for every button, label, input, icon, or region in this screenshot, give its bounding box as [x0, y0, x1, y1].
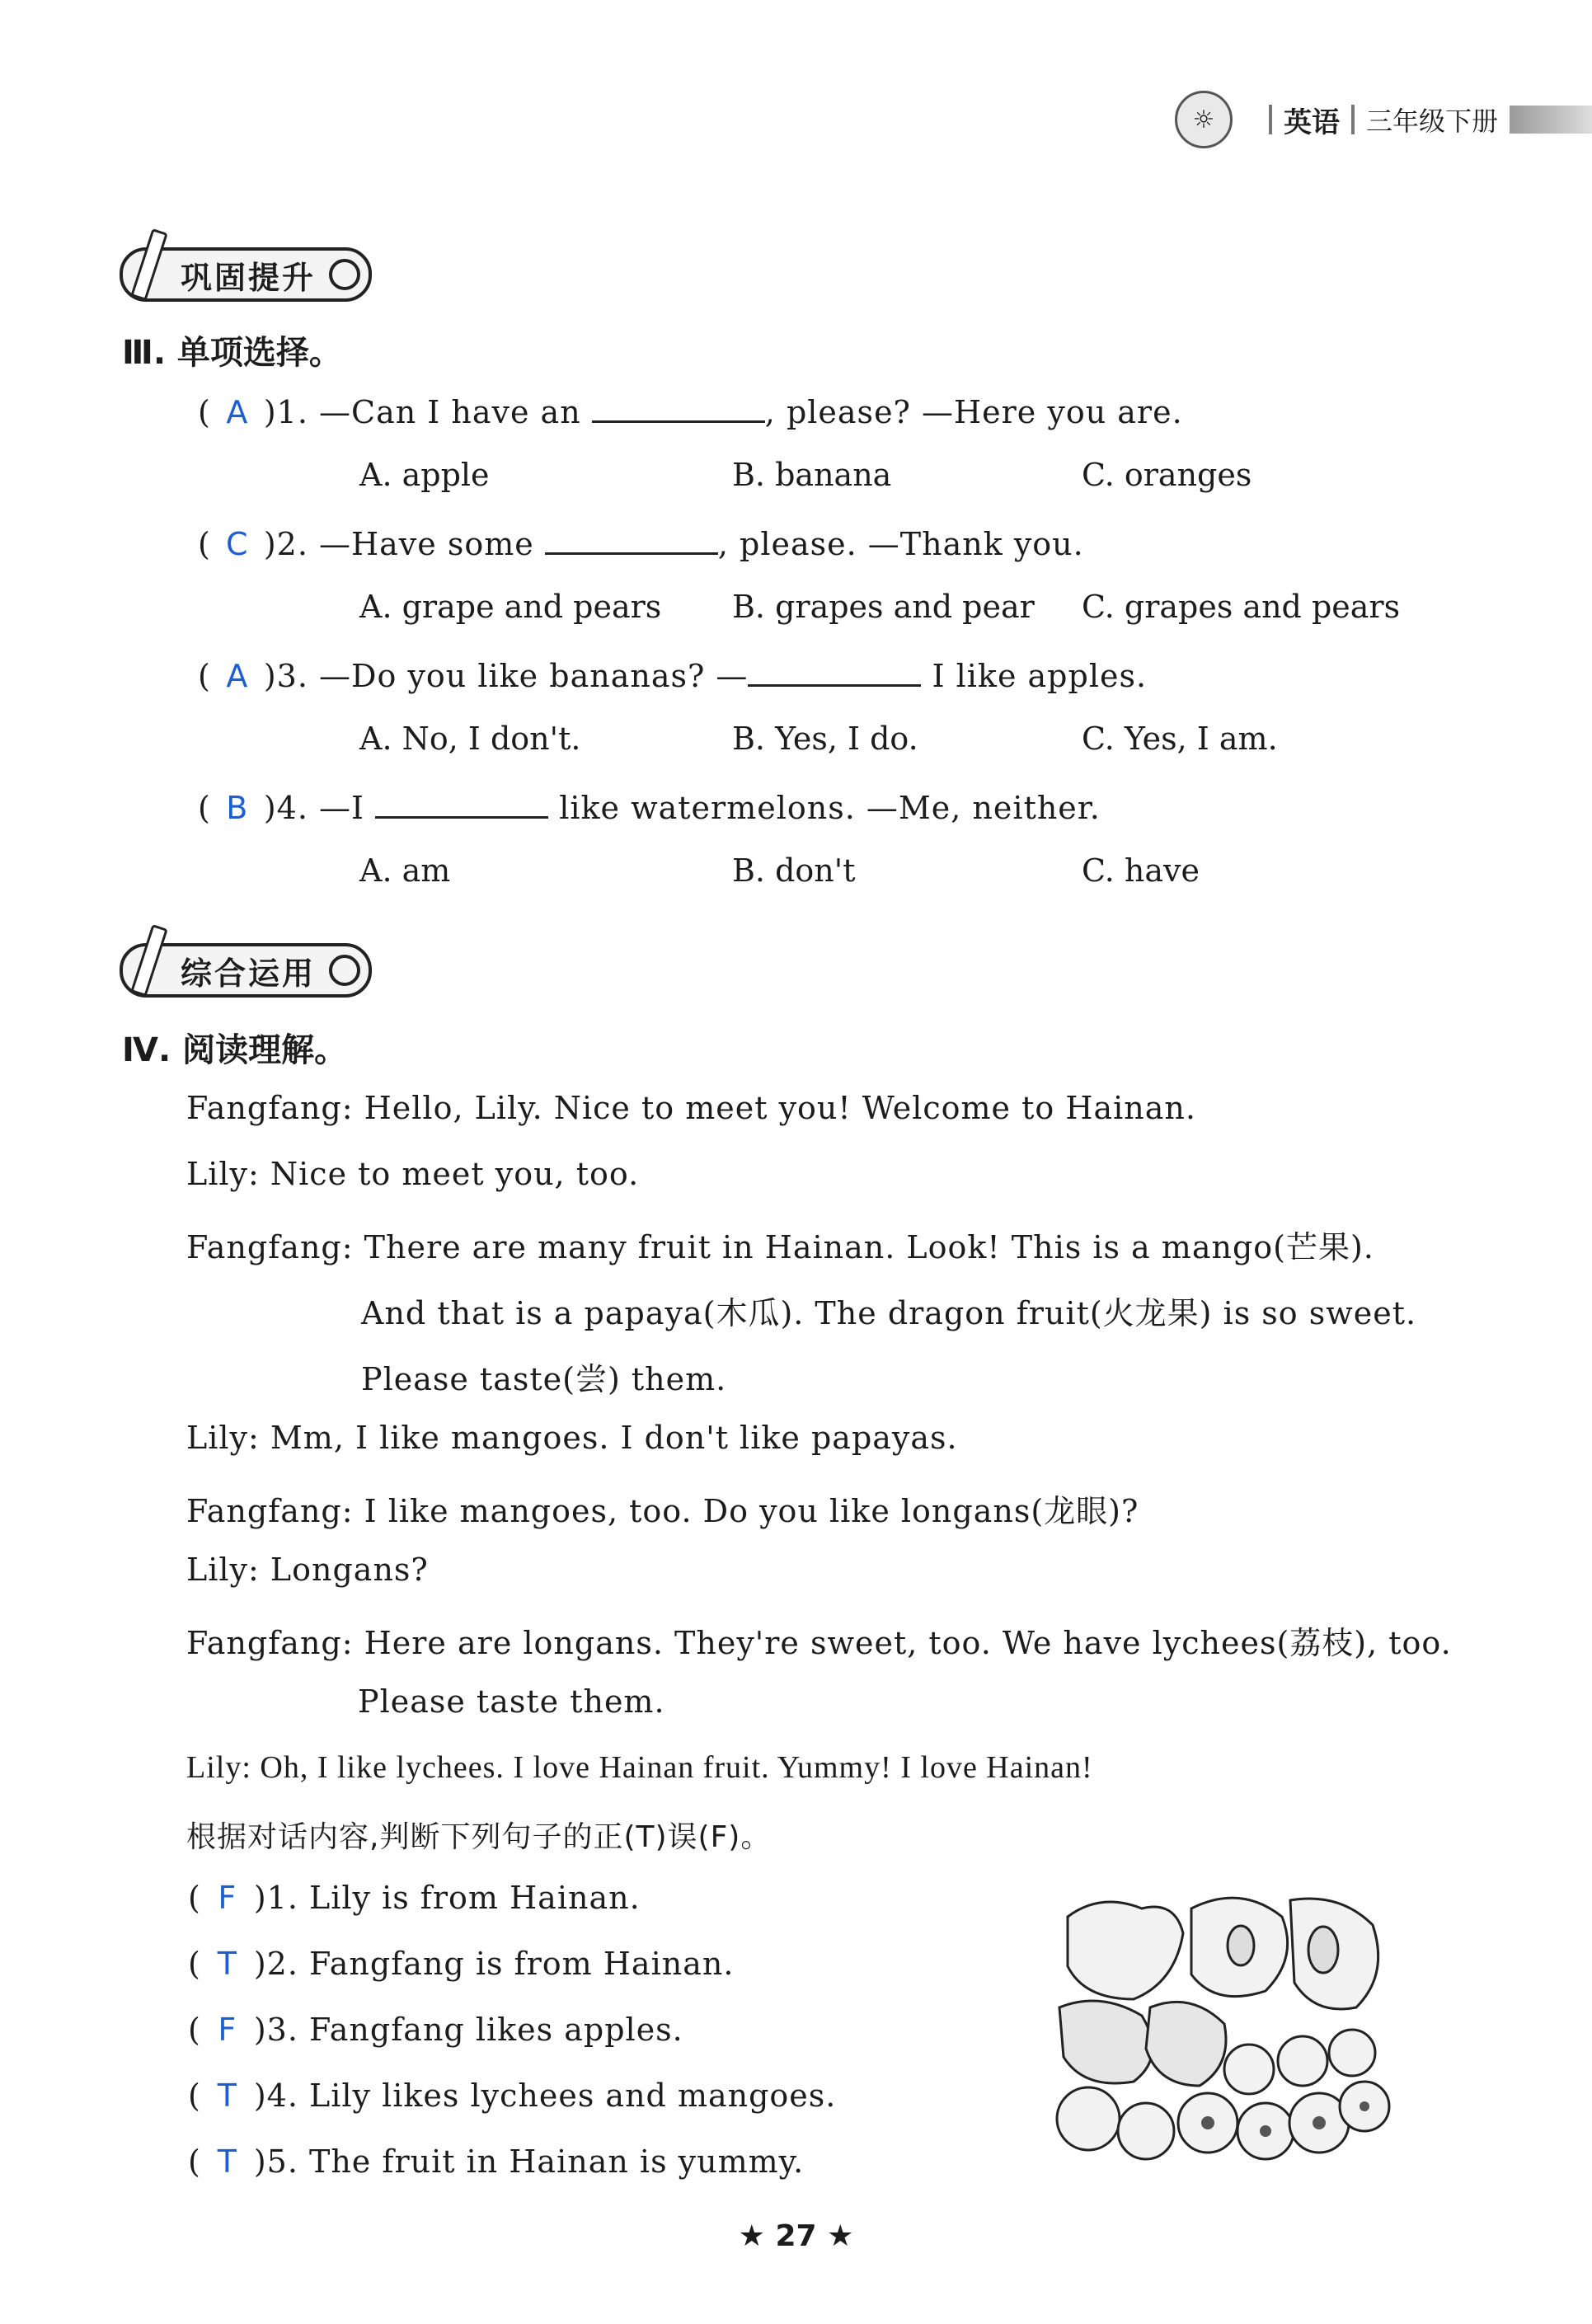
question-stem-end: like watermelons. —Me, neither. — [548, 790, 1101, 826]
option-c: C. grapes and pears — [1082, 589, 1401, 625]
question-1: ( A )1. —Can I have an , please? —Here you are. — [198, 391, 1183, 430]
answer-mark: T — [217, 2078, 237, 2114]
answer-mark: T — [217, 2143, 237, 2180]
question-number: )4. — [263, 790, 308, 826]
judgment-text: )2. Fangfang is from Hainan. — [253, 1946, 735, 1982]
judgment-text: )1. Lily is from Hainan. — [253, 1880, 641, 1916]
grade-label: 三年级下册 — [1365, 106, 1498, 137]
answer-blank — [375, 786, 548, 819]
page-footer: ★ 27 ★ — [738, 2219, 854, 2253]
option-b: B. grapes and pear — [732, 589, 1035, 625]
dialogue-line: Lily: Mm, I like mangoes. I don't like papayas. — [186, 1420, 958, 1456]
option-c: C. oranges — [1082, 457, 1252, 493]
question-stem: —I — [319, 790, 365, 826]
question-stem: —Do you like bananas? — — [319, 658, 749, 694]
header-bar — [1510, 106, 1592, 134]
divider — [1269, 105, 1272, 134]
answer-mark: F — [218, 1880, 237, 1916]
badge-label: 综合运用 — [181, 955, 317, 992]
sun-icon: ☼ — [1175, 91, 1233, 148]
question-number: )1. — [263, 394, 308, 430]
answer-mark: F — [218, 2012, 237, 2048]
option-a: A. am — [359, 852, 451, 889]
dialogue-line: Fangfang: There are many fruit in Hainan. Look! This is a mango(芒果). — [186, 1229, 1374, 1265]
option-b: B. banana — [732, 457, 892, 493]
pencil-icon — [130, 924, 168, 997]
page-number: 27 — [775, 2219, 817, 2253]
answer-blank — [748, 655, 921, 687]
judgment-text: )4. Lily likes lychees and mangoes. — [253, 2078, 837, 2114]
question-stem-end: I like apples. — [921, 658, 1148, 694]
answer-mark: A — [226, 658, 249, 694]
answer-mark: T — [217, 1946, 237, 1982]
dialogue-line: And that is a papaya(木瓜). The dragon fruit(火龙果) is so sweet. — [361, 1295, 1417, 1331]
page-header — [1175, 91, 1592, 148]
section-badge-apply — [120, 945, 372, 996]
badge-label: 巩固提升 — [181, 259, 317, 296]
question-3: ( A )3. —Do you like bananas? — I like apples. — [198, 655, 1147, 694]
option-c: C. have — [1082, 852, 1200, 889]
dialogue-line: Please taste(尝) them. — [361, 1361, 727, 1397]
section-title: Ⅳ. 阅读理解。 — [122, 1031, 348, 1069]
dialogue-line: Lily: Oh, I like lychees. I love Hainan fruit. Yummy! I love Hainan! — [186, 1750, 1093, 1785]
judgment-4: ( T )4. Lily likes lychees and mangoes. — [188, 2078, 837, 2114]
answer-mark: A — [226, 394, 249, 430]
question-4: ( B )4. —I like watermelons. —Me, neither. — [198, 786, 1101, 826]
question-2: ( C )2. —Have some , please. —Thank you. — [198, 523, 1084, 562]
ring-icon — [329, 259, 360, 290]
subject-label: 英语 — [1283, 106, 1340, 139]
dialogue-line: Fangfang: Hello, Lily. Nice to meet you! Welcome to Hainan. — [186, 1090, 1196, 1126]
question-stem-end: , please. —Thank you. — [717, 526, 1084, 562]
dialogue-line: Please taste them. — [358, 1683, 665, 1720]
answer-mark: C — [226, 526, 249, 562]
divider — [1351, 105, 1355, 134]
option-a: A. grape and pears — [359, 589, 662, 625]
judgment-text: )5. The fruit in Hainan is yummy. — [253, 2143, 805, 2180]
section-title: Ⅲ. 单项选择。 — [122, 334, 342, 372]
section-badge-consolidate — [120, 249, 372, 300]
ring-icon — [329, 955, 360, 986]
answer-blank — [592, 391, 765, 423]
dialogue-line: Lily: Longans? — [186, 1552, 429, 1588]
pencil-icon — [130, 228, 168, 301]
dialogue-line: Lily: Nice to meet you, too. — [186, 1156, 640, 1192]
judgment-5: ( T )5. The fruit in Hainan is yummy. — [188, 2143, 805, 2180]
question-number: )2. — [263, 526, 308, 562]
answer-mark: B — [226, 790, 249, 826]
question-number: )3. — [263, 658, 308, 694]
option-b: B. don't — [732, 852, 856, 889]
option-a: A. apple — [359, 457, 490, 493]
judgment-3: ( F )3. Fangfang likes apples. — [188, 2012, 683, 2048]
question-stem-end: , please? —Here you are. — [764, 394, 1183, 430]
answer-blank — [545, 523, 718, 555]
judgment-1: ( F )1. Lily is from Hainan. — [188, 1880, 641, 1916]
option-c: C. Yes, I am. — [1082, 721, 1278, 757]
dialogue-line: Fangfang: Here are longans. They're sweet, too. We have lychees(荔枝), too. — [186, 1625, 1452, 1661]
instruction: 根据对话内容,判断下列句子的正(T)误(F)。 — [186, 1820, 772, 1854]
question-stem: —Have some — [319, 526, 534, 562]
option-b: B. Yes, I do. — [732, 721, 918, 757]
judgment-2: ( T )2. Fangfang is from Hainan. — [188, 1946, 735, 1982]
fruit-illustration — [1051, 1884, 1393, 2164]
dialogue-line: Fangfang: I like mangoes, too. Do you like longans(龙眼)? — [186, 1493, 1139, 1529]
option-a: A. No, I don't. — [359, 721, 581, 757]
question-stem: —Can I have an — [319, 394, 581, 430]
judgment-text: )3. Fangfang likes apples. — [253, 2012, 683, 2048]
